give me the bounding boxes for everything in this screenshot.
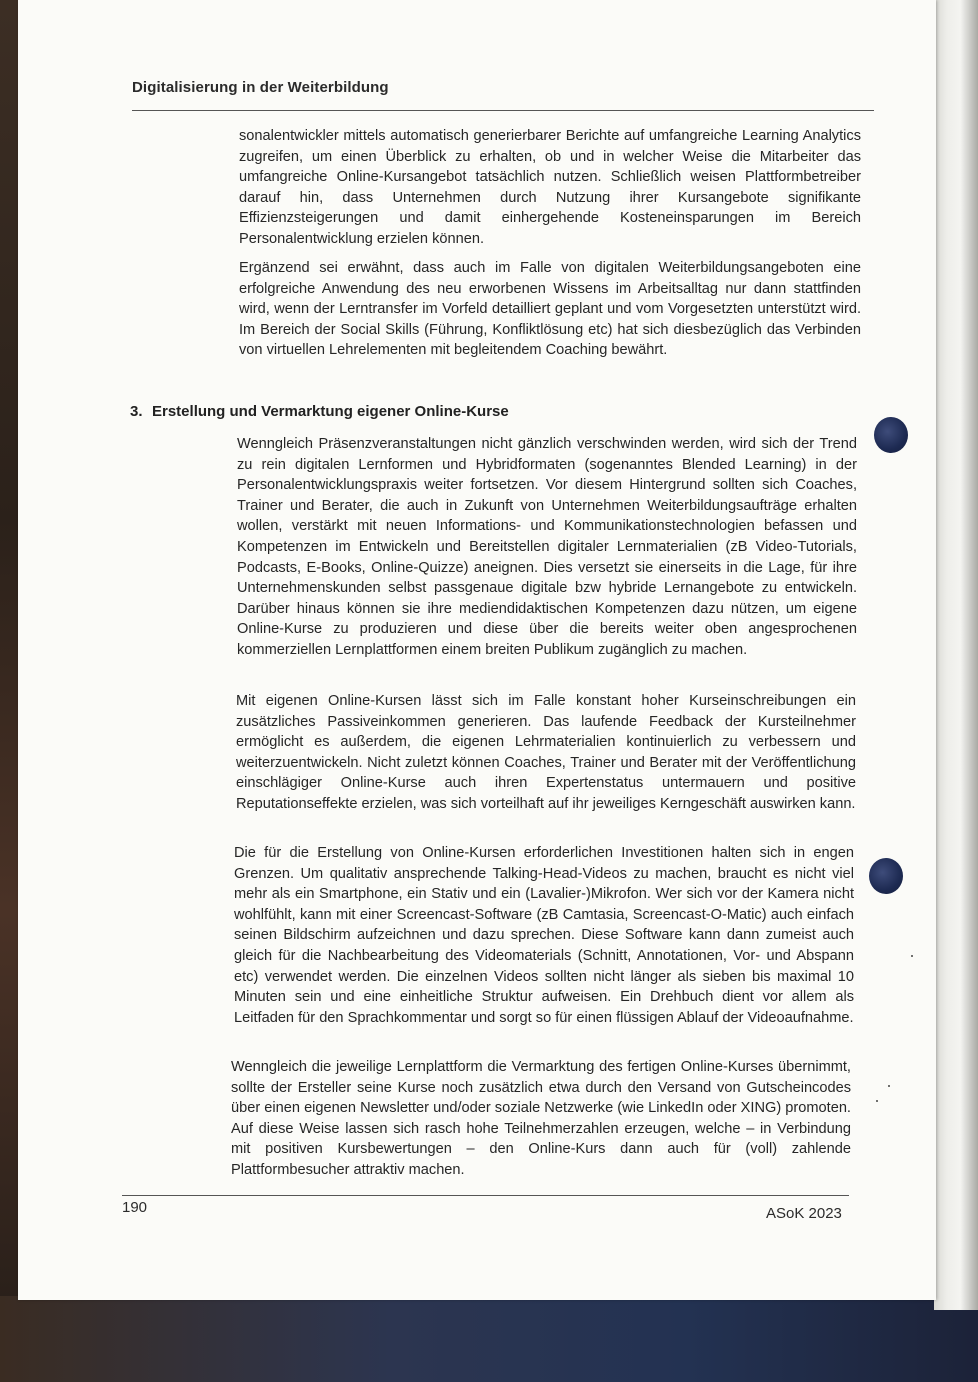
punch-hole-bottom	[869, 858, 903, 894]
document-page	[18, 0, 936, 1300]
section-heading	[130, 403, 509, 420]
paragraph-2: Ergänzend sei erwähnt, dass auch im Falle von digitalen Weiterbildungsangeboten eine erfolgreiche Anwendung des neu erworbenen Wissens im Arbeitsalltag nur dann stattfinden wird, wenn der Lerntransfer im Vorfeld detailliert geplant und vom Vorgesetzten unterstützt wird. Im Bereich der Social Skills (Führung, Konfliktlösung etc) hat sich diesbezüglich das Verbinden von virtuellen Lehrelementen mit begleitendem Coaching bewährt.	[239, 260, 861, 359]
scan-speck	[876, 1100, 878, 1102]
scan-left-edge	[0, 0, 18, 1300]
header-divider	[132, 110, 874, 111]
paragraph-1: sonalentwickler mittels automatisch generierbarer Berichte auf umfangreiche Learning Analytics zugreifen, um einen Überblick zu erhalten, ob und in welcher Weise die Mitarbeiter das umfangreiche Online-Kursangebot tatsächlich nutzen. Schließlich weisen Plattformbetreiber darauf hin, dass Unternehmen durch Nutzung ihrer Kursangebote signifikante Effizienzsteigerungen und damit einhergehende Kosteneinsparungen im Bereich Personalentwicklung erzielen können.	[239, 128, 861, 247]
paragraph-4: Mit eigenen Online-Kursen lässt sich im Falle konstant hoher Kurseinschreibungen ein zusätzliches Passiveinkommen generieren. Das laufende Feedback der Kursteilnehmer ermöglicht es außerdem, die eigenen Lehrmaterialien kontinuierlich zu verbessern und weiterzuentwickeln. Nicht zuletzt können Coaches, Trainer und Berater mit der Veröffentlichung einschlägiger Online-Kurse auch ihren Expertenstatus untermauern und positive Reputationseffekte erzielen, was sich vorteilhaft auf ihr jeweiliges Kerngeschäft auswirken kann.	[236, 693, 856, 812]
scan-speck	[888, 1085, 890, 1087]
running-header-title: Digitalisierung in der Weiterbildung	[132, 79, 389, 96]
paragraph-5: Die für die Erstellung von Online-Kursen erforderlichen Investitionen halten sich in engen Grenzen. Um qualitativ ansprechende Talking-Head-Videos zu machen, braucht es nicht viel mehr als ein Smartphone, ein Stativ und ein (Lavalier-)Mikrofon. Wer sich vor der Kamera nicht wohlfühlt, kann mit einer Screencast-Software (zB Camtasia, Screencast-O-Matic) auch einfach seinen Bildschirm aufzeichnen und dazu sprechen. Diese Software kann dann zumeist auch gleich für die Nachbearbeitung des Videomaterials (Schnitt, Annotationen, Vor- und Abspann etc) verwendet werden. Die einzelnen Videos sollten nicht länger als sieben bis maximal 10 Minuten sein und eine einheitliche Struktur aufweisen. Ein Drehbuch dient vor allem als Leitfaden für den Sprachkommentar und sorgt so für einen flüssigen Ablauf der Videoaufnahme.	[234, 845, 854, 1026]
footer-divider	[122, 1195, 849, 1196]
punch-hole-top	[874, 417, 908, 453]
scan-speck	[911, 955, 913, 957]
scan-bottom-strip	[0, 1296, 978, 1382]
page-number: 190	[122, 1199, 148, 1216]
section-title: Erstellung und Vermarktung eigener Online-Kurse	[152, 403, 509, 420]
paragraph-6: Wenngleich die jeweilige Lernplattform die Vermarktung des fertigen Online-Kurses übernimmt, sollte der Ersteller seine Kurse noch zusätzlich etwa durch den Versand von Gutscheincodes über einen eigenen Newsletter und/oder soziale Netzwerke (wie LinkedIn oder XING) promoten. Auf diese Weise lassen sich rasch hohe Teilnehmerzahlen erzeugen, welche – in Verbindung mit positiven Kursbewertungen – den Online-Kurs dann auch für (voll) zahlende Plattformbesucher attraktiv machen.	[231, 1059, 851, 1178]
scan-right-shadow	[934, 0, 978, 1310]
publication-label: ASoK 2023	[766, 1205, 842, 1222]
section-number: 3.	[130, 403, 143, 420]
paragraph-3: Wenngleich Präsenzveranstaltungen nicht gänzlich verschwinden werden, wird sich der Trend zu rein digitalen Lernformen und Hybridformaten (sogenanntes Blended Learning) in der Personalentwicklungspraxis weiter fortsetzen. Vor diesem Hintergrund sollten sich Coaches, Trainer und Berater, die auch in Zukunft von Unternehmen Weiterbildungsaufträge erhalten wollen, verstärkt mit neuen Informations- und Kommunikationstechnologien befassen und Kompetenzen im Entwickeln und Bereitstellen digitaler Lernmaterialien (zB Video-Tutorials, Podcasts, E-Books, Online-Quizze) aneignen. Dies versetzt sie einerseits in die Lage, für ihre Unternehmenskunden selbst passgenaue digitale bzw hybride Lernangebote zu entwickeln. Darüber hinaus können sie ihre mediendidaktischen Kompetenzen dazu nützen, um eigene Online-Kurse zu produzieren und diese über die bereits weiter oben angesprochenen kommerziellen Lernplattformen einem breiten Publikum zugänglich zu machen.	[237, 436, 857, 658]
